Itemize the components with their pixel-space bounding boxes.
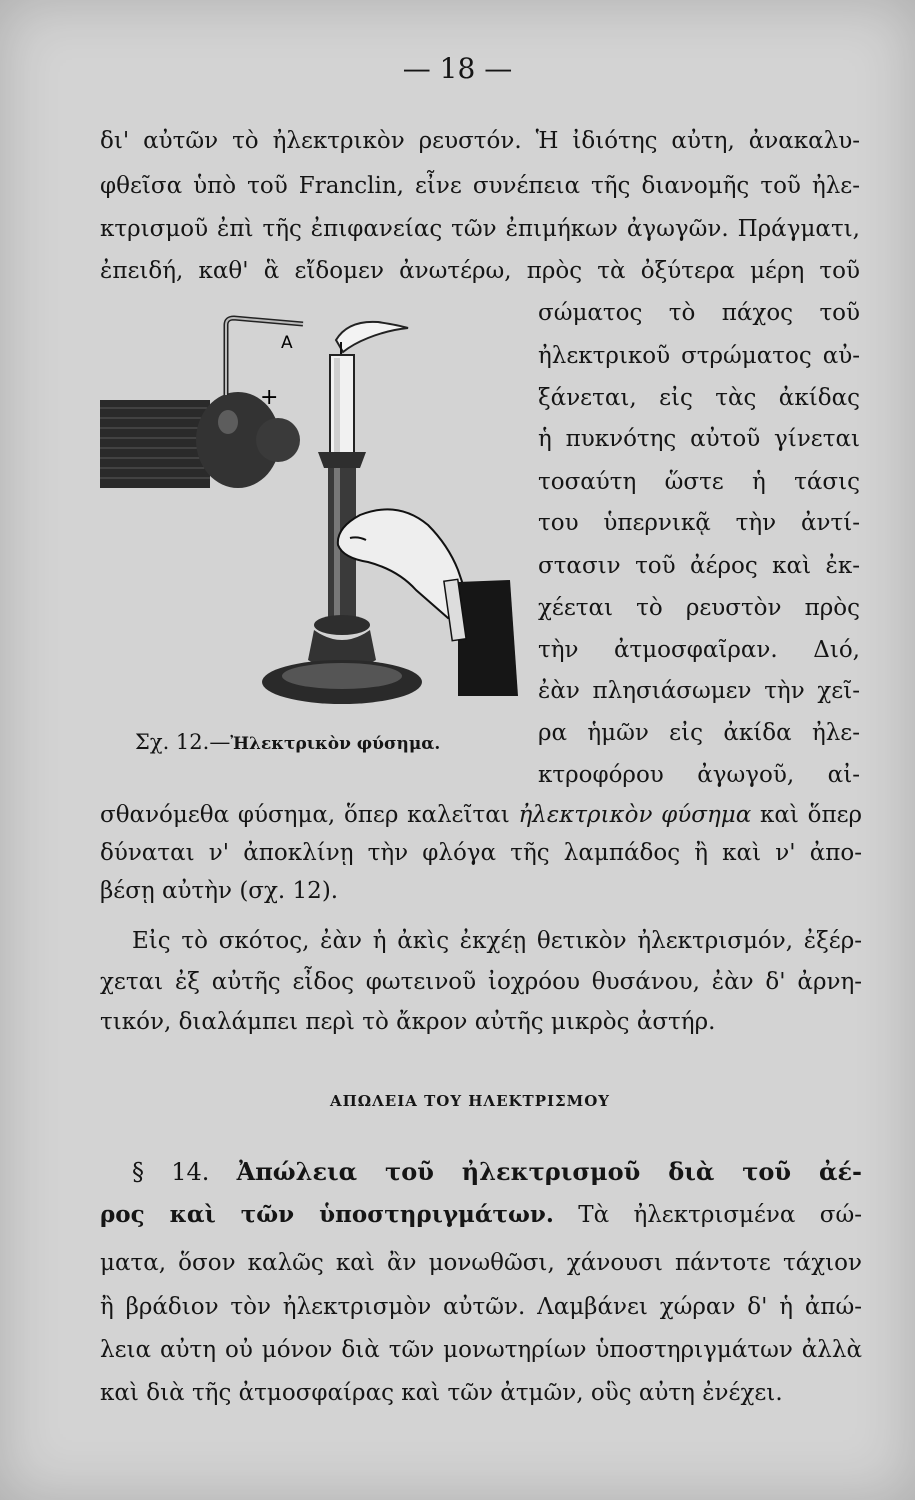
text-line: δύναται ν' ἀποκλίνῃ τὴν φλόγα τῆς λαμπάδος ἢ καὶ ν' ἀπο- — [100, 840, 862, 866]
text-line: Εἰς τὸ σκότος, ἐὰν ἡ ἀκὶς ἐκχέῃ θετικὸν ἠλεκτρισμόν, ἐξέρ- — [132, 928, 862, 954]
text-line: χεται ἐξ αὐτῆς εἶδος φωτεινοῦ ἰοχρόου θυσάνου, ἐὰν δ' ἀρνη- — [100, 969, 862, 995]
text-line: σθανόμεθα φύσημα, ὅπερ καλεῖται ἠλεκτρικὸν φύσημα καὶ ὅπερ — [100, 802, 863, 828]
candle — [330, 355, 354, 455]
section-title: Ἀπώλεια τοῦ ἠλεκτρισμοῦ διὰ τοῦ ἀέ- — [236, 1157, 862, 1186]
text-line: λεια αὐτη οὐ μόνον διὰ τῶν μονωτηρίων ὑποστηριγμάτων ἀλλὰ — [100, 1337, 862, 1363]
text-line: ματα, ὅσον καλῶς καὶ ἂν μονωθῶσι, χάνουσι πάντοτε τάχιον — [100, 1250, 862, 1276]
text-line: ἠλεκτρικοῦ στρώματος αὐ- — [538, 343, 860, 369]
figure-electric-wind-illustration — [98, 300, 528, 720]
text-line: φθεῖσα ὑπὸ τοῦ Franclin, εἶνε συνέπεια τῆς διανομῆς τοῦ ἠλε- — [100, 173, 860, 199]
text-line: τὴν ἀτμοσφαῖραν. Διό, — [538, 637, 860, 663]
text-line: ἢ βράδιον τὸν ἠλεκτρισμὸν αὐτῶν. Λαμβάνει χώραν δ' ἡ ἀπώ- — [100, 1294, 862, 1320]
text-line: ἐπειδή, καθ' ἃ εἴδομεν ἀνωτέρω, πρὸς τὰ ὀξύτερα μέρη τοῦ — [100, 258, 860, 284]
text-line: ξάνεται, εἰς τὰς ἀκίδας — [538, 385, 860, 411]
text-line: κτρισμοῦ ἐπὶ τῆς ἐπιφανείας τῶν ἐπιμήκων ἀγωγῶν. Πράγματι, — [100, 216, 860, 242]
text-line: στασιν τοῦ ἀέρος καὶ ἐκ- — [538, 553, 860, 579]
text-line: καὶ διὰ τῆς ἀτμοσφαίρας καὶ τῶν ἀτμῶν, οὓς αὐτη ἐνέχει. — [100, 1380, 783, 1406]
text-line: κτροφόρου ἀγωγοῦ, αἰ- — [538, 762, 860, 788]
term-electric-wind: ἠλεκτρικὸν φύσημα — [518, 802, 752, 828]
label-plus: + — [260, 385, 279, 410]
text-line: ἐὰν πλησιάσωμεν τὴν χεῖ- — [538, 678, 860, 704]
text-line: τοσαύτη ὥστε ἡ τάσις — [538, 469, 860, 495]
text-line: χέεται τὸ ρευστὸν πρὸς — [538, 595, 860, 621]
page-number: — 18 — — [402, 52, 513, 85]
text-line: βέσῃ αὐτὴν (σχ. 12). — [100, 878, 339, 904]
text-line: σώματος τὸ πάχος τοῦ — [538, 300, 860, 326]
candlestick-top — [318, 452, 366, 468]
text-line: του ὑπερνικᾷ τὴν ἀντί- — [538, 510, 860, 536]
text-line: ρα ἡμῶν εἰς ἀκίδα ἠλε- — [538, 720, 860, 746]
sleeve — [458, 580, 518, 696]
text-line: τικόν, διαλάμπει περὶ τὸ ἄκρον αὐτῆς μικρὸς ἀστήρ. — [100, 1009, 716, 1035]
text-line: ἡ πυκνότης αὐτοῦ γίνεται — [538, 426, 860, 452]
caption-title: Ἠλεκτρικὸν φύσημα. — [230, 734, 441, 754]
section-heading: ΑΠΩΛΕΙΑ ΤΟΥ ΗΛΕΚΤΡΙΣΜΟΥ — [330, 1092, 610, 1110]
conductor-body — [100, 400, 210, 488]
figure-caption — [135, 730, 440, 754]
caption-prefix: Σχ. 12.— — [135, 730, 231, 754]
flame — [336, 322, 408, 352]
label-a: A — [281, 333, 293, 353]
point-rod — [226, 318, 303, 395]
text-line: δι' αὐτῶν τὸ ἠλεκτρικὸν ρευστόν. Ἡ ἰδιότης αὐτη, ἀνακαλυ- — [100, 128, 860, 154]
text-line: ρος καὶ τῶν ὑποστηριγμάτων. Τὰ ἠλεκτρισμένα σώ- — [100, 1201, 862, 1228]
section-title-line: § 14. Ἀπώλεια τοῦ ἠλεκτρισμοῦ διὰ τοῦ ἀέ- — [132, 1157, 862, 1186]
